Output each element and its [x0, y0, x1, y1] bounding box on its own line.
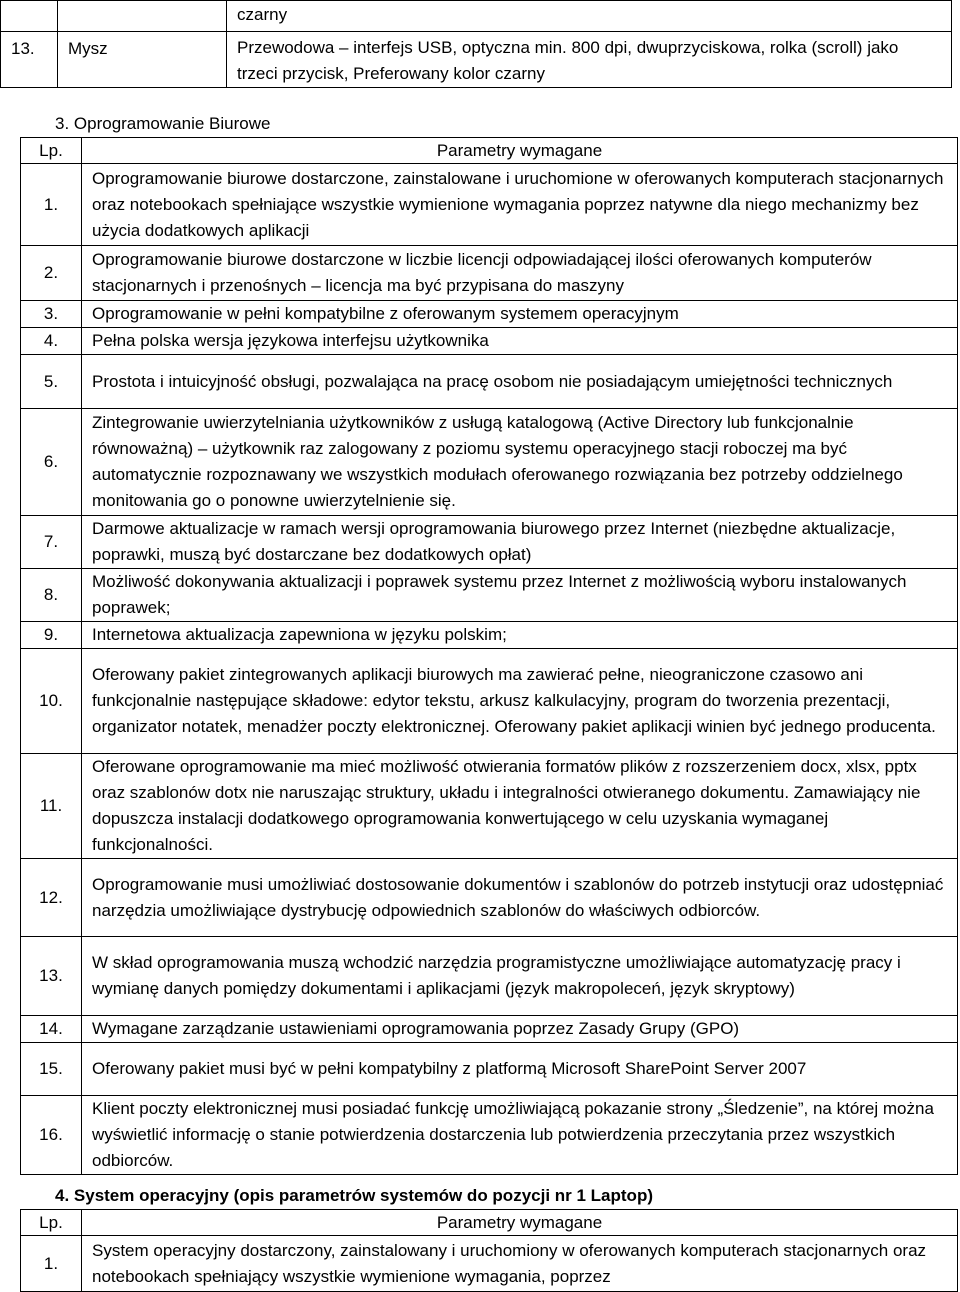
row-lp: 8.	[21, 569, 82, 622]
row-text: Wymagane zarządzanie ustawieniami oprogramowania poprzez Zasady Grupy (GPO)	[82, 1016, 958, 1043]
section4-heading: 4. System operacyjny (opis parametrów systemów do pozycji nr 1 Laptop)	[55, 1186, 653, 1205]
row-text: Oprogramowanie biurowe dostarczone w liczbie licencji odpowiadającej ilości oferowanych komputerów stacjonarnych i przenośnych – licencja ma być przypisana do maszyny	[82, 246, 958, 301]
row-lp: 14.	[21, 1016, 82, 1043]
hardware-table	[0, 0, 952, 88]
row-text: Zintegrowanie uwierzytelniania użytkowników z usługą katalogową (Active Directory lub funkcjonalnie równoważną) – użytkownik raz zalogowany z poziomu systemu operacyjnego stacji roboczej ma być automatycznie rozpoznawany we wszystkich modułach oferowanego rozwiązania bez potrzeby oddzielnego monitowania go o ponowne uwierzytelnienie się.	[82, 409, 958, 516]
row-lp: 5.	[21, 355, 82, 409]
row-text: Internetowa aktualizacja zapewniona w języku polskim;	[82, 622, 958, 649]
row-text: Prostota i intuicyjność obsługi, pozwalająca na pracę osobom nie posiadającym umiejętności technicznych	[82, 355, 958, 409]
row-lp: 10.	[21, 649, 82, 754]
section3-heading: 3. Oprogramowanie Biurowe	[55, 114, 271, 133]
row-lp: 9.	[21, 622, 82, 649]
row-lp: 6.	[21, 409, 82, 516]
row-text: Możliwość dokonywania aktualizacji i poprawek systemu przez Internet z możliwością wyboru instalowanych poprawek;	[82, 569, 958, 622]
row-text: Oprogramowanie biurowe dostarczone, zainstalowane i uruchomione w oferowanych komputerach stacjonarnych oraz notebookach spełniające wszystkie wymienione wymagania poprzez natywne dla niego mechanizmy bez użycia dodatkowych aplikacji	[82, 164, 958, 246]
row-text: Oprogramowanie w pełni kompatybilne z oferowanym systemem operacyjnym	[82, 301, 958, 328]
row-text: Oprogramowanie musi umożliwiać dostosowanie dokumentów i szablonów do potrzeb instytucji oraz udostępniać narzędzia umożliwiające dystrybucję odpowiednich szablonów do właściwych odbiorców.	[82, 859, 958, 937]
row-text: Oferowany pakiet zintegrowanych aplikacji biurowych ma zawierać pełne, nieograniczone czasowo ani funkcjonalnie następujące składowe: edytor tekstu, arkusz kalkulacyjny, program do tworzenia prezentacji, organizator notatek, menadżer poczty elektronicznej. Oferowany pakiet aplikacji winien być jednego producenta.	[82, 649, 958, 754]
row-lp: 12.	[21, 859, 82, 937]
prev-row-description-tail: czarny	[227, 1, 952, 32]
row-lp: 15.	[21, 1043, 82, 1096]
row-name: Mysz	[58, 32, 227, 88]
row-text: System operacyjny dostarczony, zainstalowany i uruchomiony w oferowanych komputerach stacjonarnych oraz notebookach spełniający wszystkie wymienione wymagania, poprzez	[82, 1236, 958, 1292]
row-text: W skład oprogramowania muszą wchodzić narzędzia programistyczne umożliwiające automatyzację pracy i wymianę danych pomiędzy dokumentami i aplikacjami (język makropoleceń, język skryptowy)	[82, 937, 958, 1016]
row-number: 13.	[1, 32, 58, 88]
row-lp: 3.	[21, 301, 82, 328]
row-lp: 11.	[21, 754, 82, 859]
col-params-header: Parametry wymagane	[82, 138, 958, 164]
row-lp: 2.	[21, 246, 82, 301]
row-text: Oferowane oprogramowanie ma mieć możliwość otwierania formatów plików z rozszerzeniem docx, xlsx, pptx oraz szablonów dotx nie naruszając struktury, układu i integralności otwieranego dokumentu. Zamawiający nie dopuszcza instalacji dodatkowego oprogramowania konwertującego w celu uzyskania wymaganej funkcjonalności.	[82, 754, 958, 859]
row-lp: 4.	[21, 328, 82, 355]
row-lp: 1.	[21, 1236, 82, 1292]
row-lp: 16.	[21, 1096, 82, 1175]
col-lp-header: Lp.	[21, 138, 82, 164]
row-lp: 1.	[21, 164, 82, 246]
office-software-table	[20, 137, 958, 1175]
row-text: Pełna polska wersja językowa interfejsu użytkownika	[82, 328, 958, 355]
row-text: Klient poczty elektronicznej musi posiadać funkcję umożliwiającą pokazanie strony „Śledzenie”, na której można wyświetlić informację o stanie potwierdzenia dostarczenia lub potwierdzenia przeczytania przez wszystkich odbiorców.	[82, 1096, 958, 1175]
col-lp-header: Lp.	[21, 1210, 82, 1236]
row-text: Oferowany pakiet musi być w pełni kompatybilny z platformą Microsoft SharePoint Server 2007	[82, 1043, 958, 1096]
prev-row-name-cell	[58, 1, 227, 32]
row-text: Darmowe aktualizacje w ramach wersji oprogramowania biurowego przez Internet (niezbędne aktualizacje, poprawki, muszą być dostarczane bez dodatkowych opłat)	[82, 516, 958, 569]
prev-row-number-cell	[1, 1, 58, 32]
row-description: Przewodowa – interfejs USB, optyczna min. 800 dpi, dwuprzyciskowa, rolka (scroll) jako trzeci przycisk, Preferowany kolor czarny	[227, 32, 952, 88]
row-lp: 7.	[21, 516, 82, 569]
operating-system-table	[20, 1209, 958, 1292]
row-lp: 13.	[21, 937, 82, 1016]
col-params-header: Parametry wymagane	[82, 1210, 958, 1236]
